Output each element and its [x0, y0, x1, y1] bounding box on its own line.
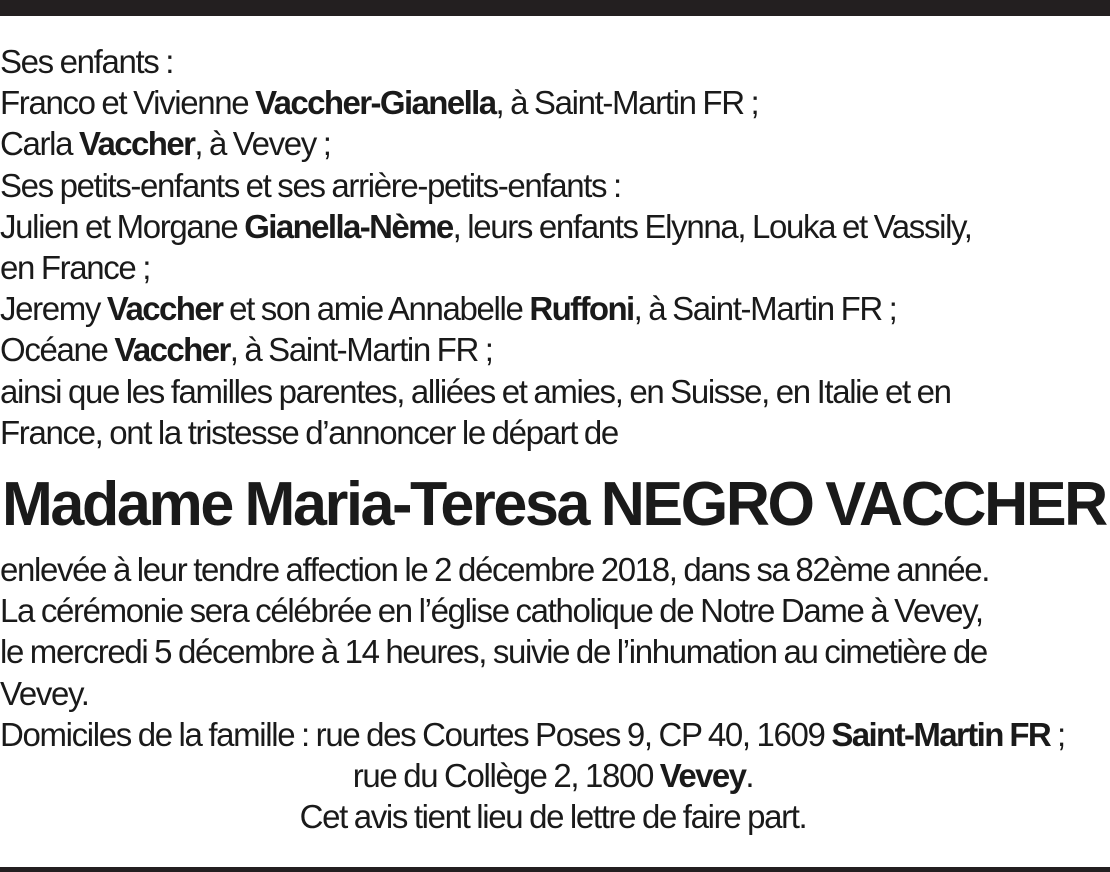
town: Saint-Martin FR: [831, 715, 1051, 753]
grandchild-line-1-continued: en France ;: [0, 249, 151, 287]
families-line-2: France, ont la tristesse d’annoncer le départ de: [0, 413, 618, 451]
children-intro: Ses enfants :: [0, 43, 174, 80]
text: et son amie Annabelle: [222, 290, 530, 328]
text: Domiciles de la famille : rue des Courtes Poses 9, CP 40, 1609: [0, 715, 832, 753]
surname: Vaccher: [106, 290, 223, 328]
death-line: enlevée à leur tendre affection le 2 décembre 2018, dans sa 82ème année.: [0, 551, 990, 589]
deceased-name-heading: Madame Maria-Teresa NEGRO VACCHER: [1, 470, 1106, 540]
text: Carla: [0, 125, 79, 163]
domicile-line-2: [0, 755, 1106, 796]
surname: Vaccher: [114, 331, 230, 369]
closing-line: Cet avis tient lieu de lettre de faire part.: [299, 798, 807, 836]
text: , à Vevey ;: [194, 125, 331, 163]
child-line-2: [0, 123, 1106, 164]
text: .: [745, 757, 754, 795]
surname: Vaccher: [78, 125, 195, 163]
grandchild-line-1: [0, 206, 1106, 247]
ceremony-line-3: Vevey.: [0, 674, 89, 712]
text: , à Saint-Martin FR ;: [633, 290, 897, 328]
ceremony-line-1: La cérémonie sera célébrée en l’église catholique de Notre Dame à Vevey,: [0, 592, 983, 630]
grandchildren-intro: Ses petits-enfants et ses arrière-petits-enfants :: [0, 166, 621, 204]
families-line-1: ainsi que les familles parentes, alliées et amies, en Suisse, en Italie et en: [0, 372, 951, 410]
top-border-rule: [0, 0, 1110, 16]
domicile-line-1: [0, 714, 1106, 755]
obituary-notice: [0, 41, 1106, 837]
bottom-border-rule: [0, 867, 1110, 872]
text: ;: [1050, 715, 1065, 753]
text: Julien et Morgane: [0, 207, 245, 245]
town: Vevey: [659, 757, 746, 795]
text: , à Saint-Martin FR ;: [495, 84, 759, 122]
text: , leurs enfants Elynna, Louka et Vassily,: [452, 207, 972, 245]
surname: Vaccher-Gianella: [255, 84, 496, 122]
grandchild-line-2: [0, 288, 1106, 329]
text: Océane: [0, 331, 115, 369]
grandchild-line-3: [0, 329, 1106, 370]
surname: Gianella-Nème: [244, 207, 453, 245]
text: , à Saint-Martin FR ;: [229, 331, 493, 369]
ceremony-line-2: le mercredi 5 décembre à 14 heures, suivie de l’inhumation au cimetière de: [0, 633, 987, 671]
child-line-1: [0, 82, 1106, 123]
surname: Ruffoni: [529, 290, 634, 328]
text: Jeremy: [0, 290, 107, 328]
text: Franco et Vivienne: [0, 84, 256, 122]
text: rue du Collège 2, 1800: [352, 757, 660, 795]
